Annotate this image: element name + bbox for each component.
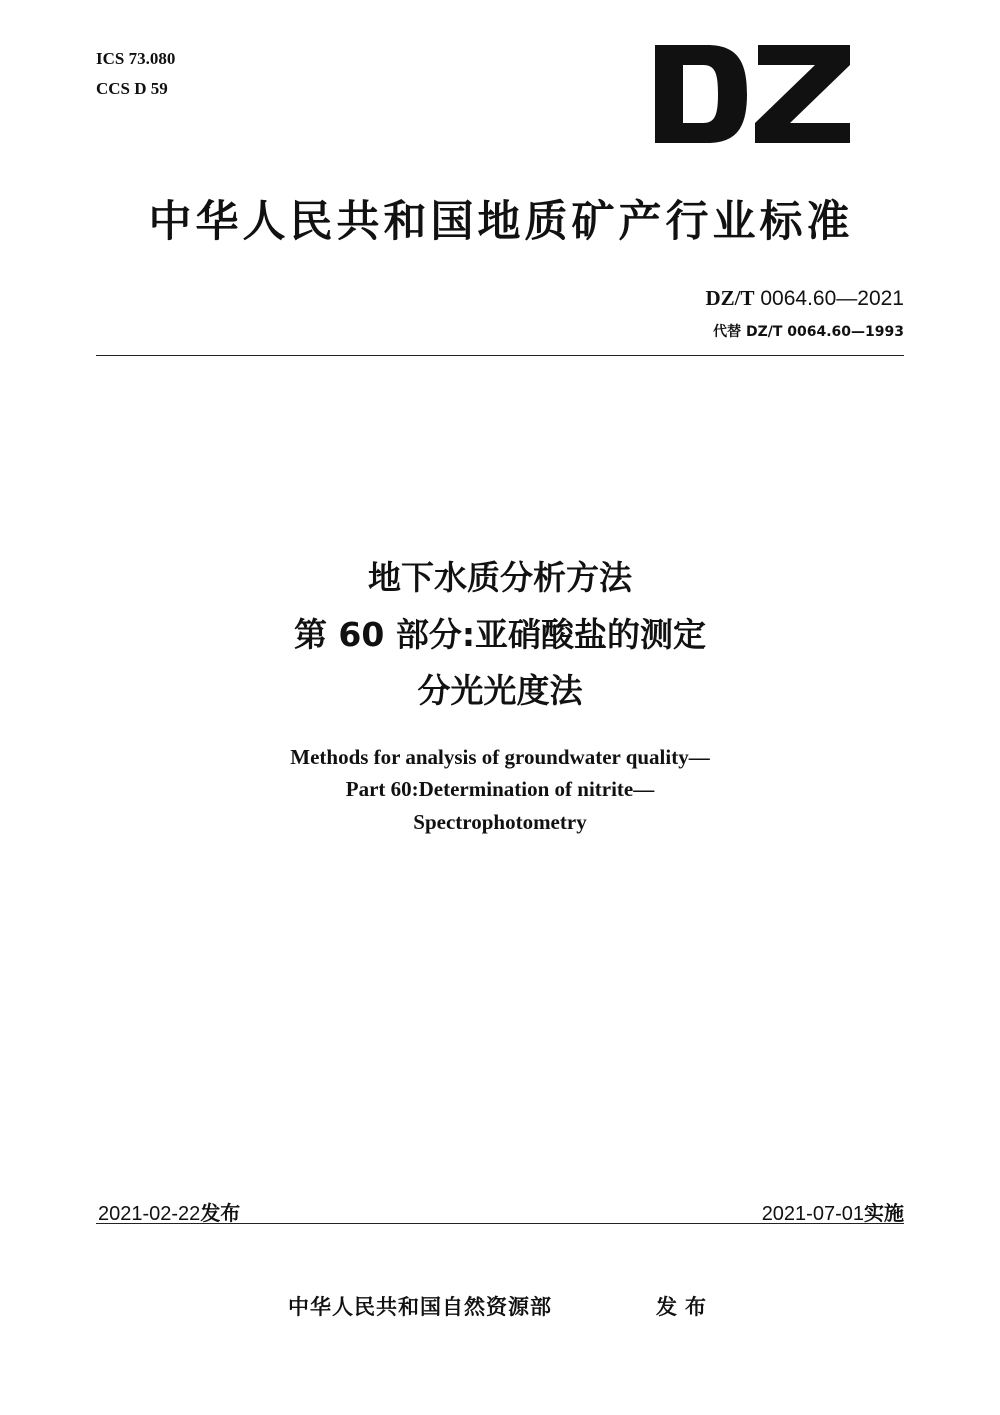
standard-number-value: 0064.60—2021 bbox=[760, 287, 904, 310]
standard-category-title: 中华人民共和国地质矿产行业标准 bbox=[148, 197, 854, 247]
title-en-line3: Spectrophotometry bbox=[413, 810, 587, 834]
title-cn-line3: 分光光度法 bbox=[417, 671, 583, 710]
title-en-line2: Part 60:Determination of nitrite— bbox=[345, 777, 655, 801]
title-cn-line2: 第 60 部分:亚硝酸盐的测定 bbox=[293, 615, 707, 654]
title-en-line1: Methods for analysis of groundwater quality— bbox=[290, 745, 710, 769]
issuer-action: 发布 bbox=[656, 1295, 714, 1319]
dz-logo-mark bbox=[655, 45, 850, 143]
header-divider bbox=[96, 355, 904, 356]
ccs-code: CCS D 59 bbox=[96, 79, 168, 98]
replaces-label: 代替 bbox=[713, 324, 742, 340]
dz-logo bbox=[655, 45, 850, 143]
standard-number bbox=[706, 286, 905, 311]
implement-date bbox=[762, 1197, 904, 1226]
implement-label: 实施 bbox=[864, 1201, 904, 1225]
publish-date bbox=[98, 1197, 240, 1226]
publish-label: 发布 bbox=[200, 1201, 241, 1225]
replaces-standard bbox=[713, 321, 904, 341]
title-cn-line1: 地下水质分析方法 bbox=[368, 558, 632, 597]
classification-codes bbox=[96, 44, 175, 104]
replaces-prefix: DZ/T bbox=[745, 324, 783, 340]
footer-divider bbox=[96, 1223, 904, 1224]
standard-prefix: DZ/T bbox=[705, 286, 755, 310]
publish-date-value: 2021-02-22 bbox=[98, 1203, 201, 1225]
implement-date-value: 2021-07-01 bbox=[761, 1203, 864, 1225]
replaces-number: 0064.60—1993 bbox=[787, 324, 904, 340]
issuer-name: 中华人民共和国自然资源部 bbox=[288, 1295, 552, 1319]
ics-code: ICS 73.080 bbox=[96, 49, 176, 68]
